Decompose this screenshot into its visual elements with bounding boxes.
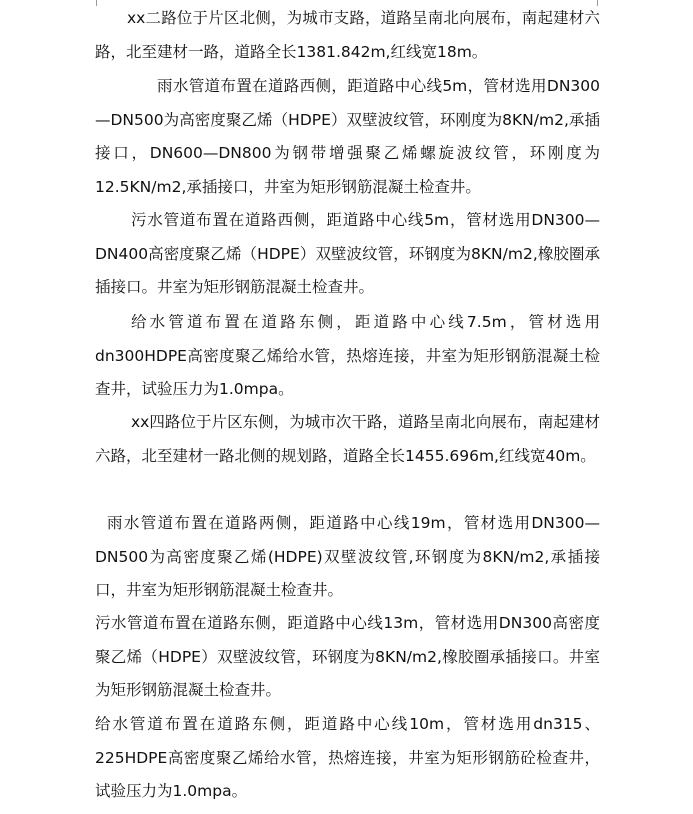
- paragraph-road-2-sewage: 污水管道布置在道路西侧，距道路中心线5m，管材选用DN300—DN400高密度聚乙烯（HDPE）双壁波纹管，环钢度为8KN/m2,橡胶圈承插接口。井室为矩形钢筋混凝土检查井。: [95, 211, 600, 296]
- paragraph-road-2-overview: xx二路位于片区北侧，为城市支路，道路呈南北向展布，南起建材六路，北至建材一路，道路全长1381.842m,红线宽18m。: [95, 9, 600, 61]
- paragraph-road-4-sewage: 污水管道布置在道路东侧，距道路中心线13m，管材选用DN300高密度聚乙烯（HDPE）双壁波纹管，环钢度为8KN/m2,橡胶圈承插接口。井室为矩形钢筋混凝土检查井。: [95, 614, 600, 699]
- paragraph-road-4-rainwater: 雨水管道布置在道路两侧，距道路中心线19m，管材选用DN300—DN500为高密度聚乙烯(HDPE)双壁波纹管,环钢度为8KN/m2,承插接口，井室为矩形钢筋混凝土检查井。: [95, 514, 600, 599]
- paragraph-road-4-overview: xx四路位于片区东侧，为城市次干路，道路呈南北向展布，南起建材六路，北至建材一路北侧的规划路，道路全长1455.696m,红线宽40m。: [95, 413, 600, 465]
- paragraph-road-2-rainwater: 雨水管道布置在道路西侧，距道路中心线5m，管材选用DN300—DN500为高密度聚乙烯（HDPE）双壁波纹管，环刚度为8KN/m2,承插接口，DN600—DN800为钢带增强聚乙烯螺旋波纹管，环刚度为12.5KN/m2,承插接口，井室为矩形钢筋混凝土检查井。: [95, 77, 600, 196]
- paragraph-road-2-water-supply: 给水管道布置在道路东侧，距道路中心线7.5m，管材选用dn300HDPE高密度聚乙烯给水管，热熔连接，井室为矩形钢筋混凝土检查井，试验压力为1.0mpa。: [95, 313, 600, 398]
- paragraph-road-4-water-supply: 给水管道布置在道路东侧，距道路中心线10m，管材选用dn315、225HDPE高密度聚乙烯给水管，热熔连接，井室为矩形钢筋砼检查井，试验压力为1.0mpa。: [95, 715, 600, 800]
